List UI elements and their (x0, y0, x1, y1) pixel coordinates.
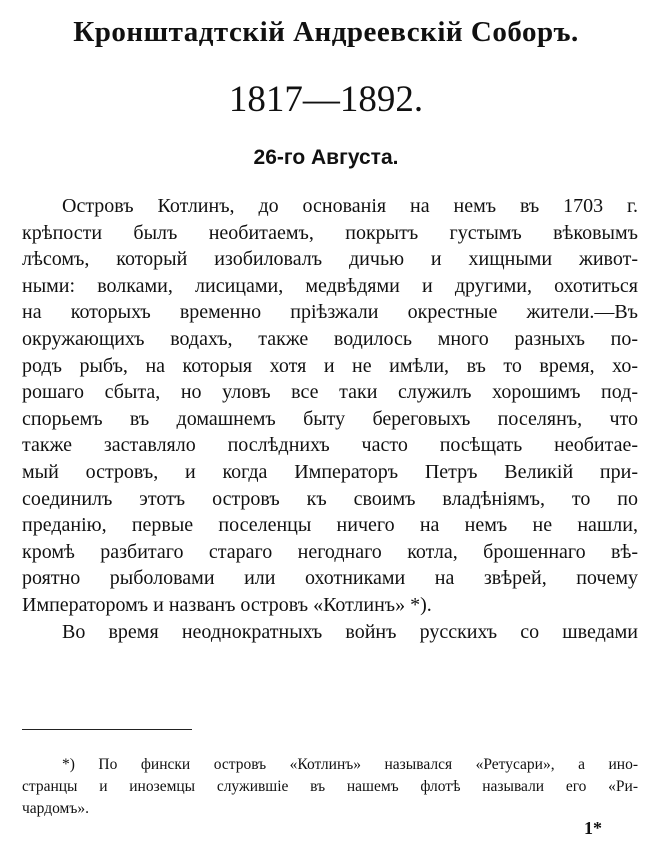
body-line: мый островъ, и когда Императоръ Петръ Великій при- (22, 460, 638, 483)
body-line: рошаго сбыта, но уловъ все таки служилъ хорошимъ под- (22, 381, 638, 404)
page-number: 1* (584, 818, 602, 838)
footnote-divider (22, 729, 192, 730)
body-line: крѣпости былъ необитаемъ, покрытъ густымъ вѣковымъ (22, 221, 638, 244)
footnote-line: *) По фински островъ «Котлинъ» назывался «Ретусари», а ино- (62, 756, 638, 773)
body-line: Островъ Котлинъ, до основанія на немъ въ 1703 г. (62, 195, 638, 217)
footnote-line: странцы и иноземцы служившіе въ нашемъ флотѣ называли его «Ри- (22, 778, 638, 795)
body-line: соединилъ этотъ островъ къ своимъ владѣніямъ, то по (22, 487, 638, 510)
body-line: Во время неоднократныхъ войнъ русскихъ со шведами (62, 620, 638, 643)
body-line: Императоромъ и названъ островъ «Котлинъ» *). (22, 593, 432, 616)
footnote-line: чардомъ». (22, 800, 90, 817)
date-heading: 26-го Августа. (253, 146, 399, 169)
body-line: лѣсомъ, который изобиловалъ дичью и хищными живот- (22, 248, 638, 271)
body-line: родъ рыбъ, на которыя хотя и не имѣли, въ то время, хо- (22, 354, 638, 377)
body-line: на которыхъ временно пріѣзжали окрестные жители.—Въ (22, 301, 638, 324)
page-title: Кронштадтскій Андреевскій Соборъ. (73, 16, 579, 48)
body-line: окружающихъ водахъ, также водилось много разныхъ по- (22, 327, 638, 350)
body-text (22, 193, 638, 645)
body-line: ными: волками, лисицами, медвѣдями и другими, охотиться (22, 274, 638, 297)
footnote (22, 754, 638, 820)
body-line: спорьемъ въ домашнемъ быту береговыхъ поселянъ, что (22, 407, 638, 430)
body-line: также заставляло послѣднихъ часто посѣщать необитае- (22, 434, 638, 457)
body-line: кромѣ разбитаго стараго негоднаго котла, брошеннаго вѣ- (22, 540, 638, 563)
body-line: преданію, первые поселенцы ничего на немъ не нашли, (22, 514, 638, 537)
body-line: роятно рыболовами или охотниками на звѣрей, почему (22, 567, 638, 590)
years-heading: 1817—1892. (228, 79, 424, 120)
